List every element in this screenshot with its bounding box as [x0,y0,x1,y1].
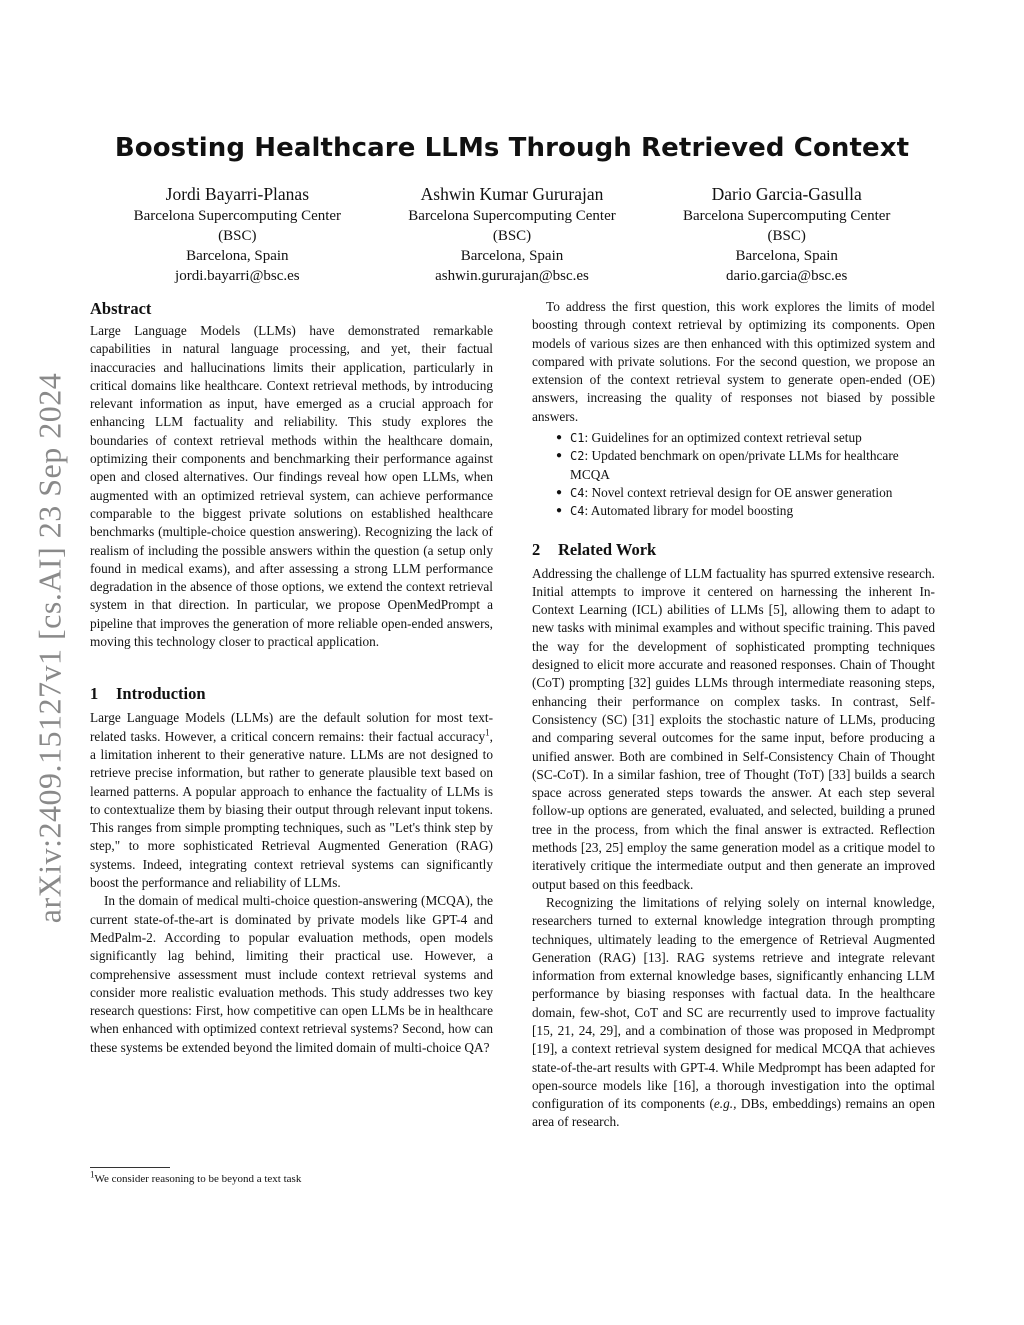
author-email[interactable]: ashwin.gururajan@bsc.es [435,268,589,284]
list-item [556,484,935,502]
contribution-code: C2 [570,449,585,464]
section-number: 1 [90,684,99,704]
list-item [556,502,935,520]
author-2 [375,182,650,286]
author-location: Barcelona, Spain [186,248,289,264]
contribution-code: C1 [570,431,585,446]
introduction-heading [90,683,493,705]
contribution-code: C4 [570,485,585,500]
related-work-paragraph-1: Addressing the challenge of LLM factuality has spurred extensive research. Initial attempts to improve it centered on harnessing the inherent In-Context Learning (ICL) abilities of LLMs [5], allowing them to adapt to new tasks with minimal examples and without specific training. This paved the way for the development of sophisticated prompting techniques designed to elicit more accurate and reasoned responses. Chain of Thought (CoT) prompting [32] guides LLMs through intermediate reasoning steps, enhancing their performance on complex tasks. In contrast, Self-Consistency (SC) [31] exploits the stochastic nature of LLMs, producing and comparing several outcomes for the same input, before producing a unified answer. Both are combined in Self-Consistency Chain of Thought (SC-CoT). In a similar fashion, tree of Thought (ToT) [33] builds a search space across generated steps towards the answer. At each step several follow-up options are generated, evaluated, and selected, building a pruned tree in the process, from which the final answer is extracted. Reflection methods [23, 25] employ the same generation model as a critique model to iteratively critique the intermediate output and then generate an improved output based on this feedback. [532,565,935,892]
introduction-paragraph-1 [90,709,493,892]
contributions-list [532,429,935,520]
footnote-mark[interactable]: 1 [485,727,490,738]
author-name: Dario Garcia-Gasulla [711,184,862,204]
author-name: Jordi Bayarri-Planas [165,184,310,204]
abstract-heading: Abstract [90,299,152,318]
footnote-number: 1 [90,1169,95,1180]
contribution-code: C4 [570,504,585,519]
paragraph-text: DBs, embeddings) remains an open area of research. [532,1096,935,1130]
author-location: Barcelona, Spain [460,248,564,264]
emphasis-text: e.g., [713,1096,737,1112]
right-column [532,298,935,1132]
section-title: Introduction [116,684,206,704]
related-work-heading [532,539,935,561]
author-affiliation-abbrev: (BSC) [492,228,532,244]
left-column [90,298,493,1057]
author-affiliation: Barcelona Supercomputing Center [682,208,891,224]
author-affiliation-abbrev: (BSC) [218,228,257,244]
author-location: Barcelona, Spain [735,248,838,264]
list-item [556,429,935,447]
author-block [100,182,924,286]
paragraph-text: Large Language Models (LLMs) are the default solution for most text-related tasks. However, a critical concern remains: their factual accuracy [90,710,493,744]
contribution-text: : Automated library for model boosting [584,503,794,519]
paragraph-text: Recognizing the limitations of relying solely on internal knowledge, researchers turned to external knowledge integration through prompting techniques, ultimately leading to the emergence of Retrieval Augmented Generation (RAG) [13]. RAG systems retrieve and integrate relevant information from external knowledge bases, significantly enhancing LLM performance by biasing responses with factual data. In the healthcare domain, few-shot, CoT and SC are recurrently used to improve factuality [15, 21, 24, 29], and a combination of those was proposed in Medprompt [19], a context retrieval system designed for medical MCQA that achieves state-of-the-art results with GPT-4. While Medprompt has been adapted for open-source models like [16], a thorough investigation into the optimal configuration of its components ( [532,894,935,1112]
contribution-text: : Novel context retrieval design for OE answer generation [584,484,893,500]
arxiv-identifier-stamp: arXiv:2409.15127v1 [cs.AI] 23 Sep 2024 [31,372,68,924]
author-affiliation: Barcelona Supercomputing Center [408,208,616,224]
related-work-paragraph-2 [532,894,935,1132]
section-title: Related Work [558,539,657,559]
footnote-text: We consider reasoning to be beyond a text task [94,1173,302,1185]
introduction-paragraph-2: In the domain of medical multi-choice question-answering (MCQA), the current state-of-the-art is dominated by private models like GPT-4 and MedPalm-2. According to popular evaluation methods, open models significantly lag behind, limiting their practical use. However, a comprehensive assessment must include context retrieval systems and consider more realistic evaluation methods. This study addresses two key research questions: First, how competitive can open LLMs be in healthcare when enhanced with optimized context retrieval systems? Second, how can these systems be extended beyond the limited domain of multi-choice QA? [90,893,493,1055]
abstract-text: Large Language Models (LLMs) have demonstrated remarkable capabilities in natural language processing, and yet, their factual inaccuracies and hallucinations limits their application, particularly in critical domains like healthcare. Context retrieval methods, by introducing relevant information as input, have emerged as a crucial approach for enhancing LLM factuality and reliability. This study explores the boundaries of context retrieval methods within the healthcare domain, optimizing their components and benchmarking their performance against open and closed alternatives. Our findings reveal how open LLMs, when augmented with an optimized retrieval system, can achieve performance comparable to the biggest private solutions on established healthcare benchmarks (multiple-choice question answering). Recognizing the lack of realism of including the possible answers within the question (a setup only found in medical exams), and after assessing a strong LLM performance degradation in the absence of those options, we extend the context retrieval system in that direction. In particular, we propose OpenMedPrompt a pipeline that improves the generation of more reliable open-ended answers, moving this technology closer to practical application. [90,323,493,650]
author-3 [649,182,924,286]
paper-title: Boosting Healthcare LLMs Through Retrieved Context [114,133,910,163]
author-email[interactable]: dario.garcia@bsc.es [726,268,848,284]
author-name: Ashwin Kumar Gururajan [420,184,604,204]
footnote-divider [90,1167,170,1168]
introduction-paragraph-3: To address the first question, this work explores the limits of model boosting through context retrieval by optimizing its components. Open models of various sizes are then enhanced with this optimized system and compared with private solutions. For the second question, we propose an extension of the context retrieval system to generate open-ended (OE) answers, increasing the quality of responses not biased by possible answers. [532,299,935,424]
contribution-text: : Updated benchmark on open/private LLMs for healthcare MCQA [570,448,899,482]
author-affiliation-abbrev: (BSC) [767,228,806,244]
contribution-text: : Guidelines for an optimized context retrieval setup [584,430,862,446]
footnote [90,1169,302,1185]
author-1 [100,182,375,286]
author-email[interactable]: jordi.bayarri@bsc.es [175,268,300,284]
paragraph-text: , a limitation inherent to their generative nature. LLMs are not designed to retrieve precise information, but rather to generate plausible text based on learned patterns. A popular approach to enhance the factuality of LLMs is to contextualize them by biasing their output through relevant input tokens. This ranges from simple prompting techniques, such as "Let's think step by step," to more sophisticated Retrieval Augmented Generation (RAG) systems. Indeed, integrating context retrieval systems can significantly boost the performance and reliability of LLMs. [90,728,493,891]
author-affiliation: Barcelona Supercomputing Center [133,208,342,224]
section-number: 2 [532,539,541,559]
list-item [556,447,935,484]
